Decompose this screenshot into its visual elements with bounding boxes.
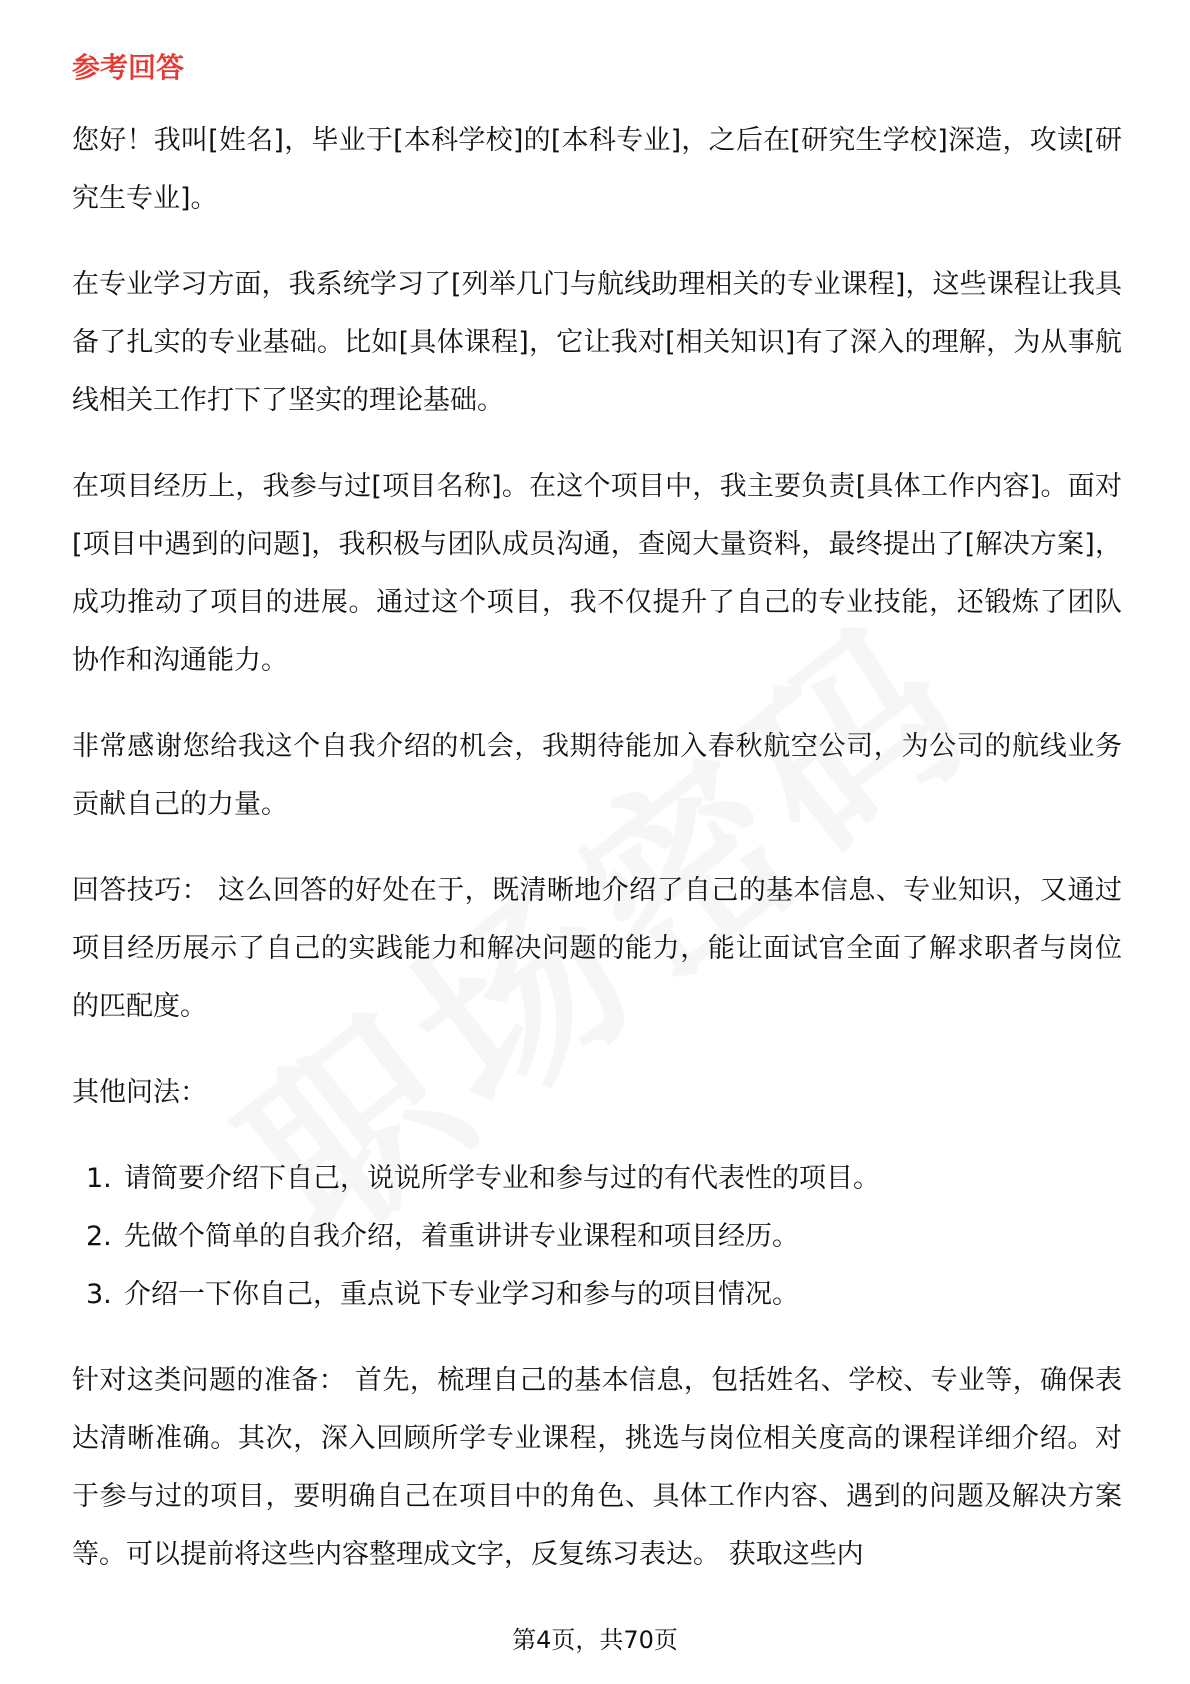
closing-paragraph: 非常感谢您给我这个自我介绍的机会，我期待能加入春秋航空公司，为公司的航线业务贡献自己的力量。 xyxy=(72,731,1122,820)
list-item xyxy=(72,1208,1122,1266)
list-number: 1. xyxy=(86,1163,112,1194)
other-questions-label: 其他问法： xyxy=(72,1077,207,1108)
project-paragraph: 在项目经历上，我参与过[项目名称]。在这个项目中，我主要负责[具体工作内容]。面对[项目中遇到的问题]，我积极与团队成员沟通，查阅大量资料，最终提出了[解决方案]，成功推动了项目的进展。通过这个项目，我不仅提升了自己的专业技能，还锻炼了团队协作和沟通能力。 xyxy=(72,471,1122,676)
answer-content xyxy=(72,112,1122,1612)
list-item xyxy=(72,1150,1122,1208)
intro-paragraph: 您好！我叫[姓名]，毕业于[本科学校]的[本科专业]，之后在[研究生学校]深造，攻读[研究生专业]。 xyxy=(72,125,1122,214)
other-questions-list xyxy=(72,1150,1122,1324)
preparation-paragraph: 针对这类问题的准备： 首先，梳理自己的基本信息，包括姓名、学校、专业等，确保表达清晰准确。其次，深入回顾所学专业课程，挑选与岗位相关度高的课程详细介绍。对于参与过的项目，要明确自己在项目中的角色、具体工作内容、遇到的问题及解决方案等。可以提前将这些内容整理成文字，反复练习表达。 获取这些内 xyxy=(72,1365,1122,1570)
answer-tip: 回答技巧： 这么回答的好处在于，既清晰地介绍了自己的基本信息、专业知识，又通过项目经历展示了自己的实践能力和解决问题的能力，能让面试官全面了解求职者与岗位的匹配度。 xyxy=(72,875,1122,1022)
study-paragraph: 在专业学习方面，我系统学习了[列举几门与航线助理相关的专业课程]，这些课程让我具备了扎实的专业基础。比如[具体课程]，它让我对[相关知识]有了深入的理解，为从事航线相关工作打下了坚实的理论基础。 xyxy=(72,269,1122,416)
page-number-footer: 第4页，共70页 xyxy=(512,1626,678,1654)
list-item xyxy=(72,1266,1122,1324)
section-title: 参考回答 xyxy=(72,51,185,84)
list-item-text: 请简要介绍下自己，说说所学专业和参与过的有代表性的项目。 xyxy=(124,1163,880,1194)
list-number: 2. xyxy=(86,1221,112,1252)
list-item-text: 先做个简单的自我介绍，着重讲讲专业课程和项目经历。 xyxy=(124,1221,799,1252)
list-item-text: 介绍一下你自己，重点说下专业学习和参与的项目情况。 xyxy=(124,1279,799,1310)
list-number: 3. xyxy=(86,1279,112,1310)
